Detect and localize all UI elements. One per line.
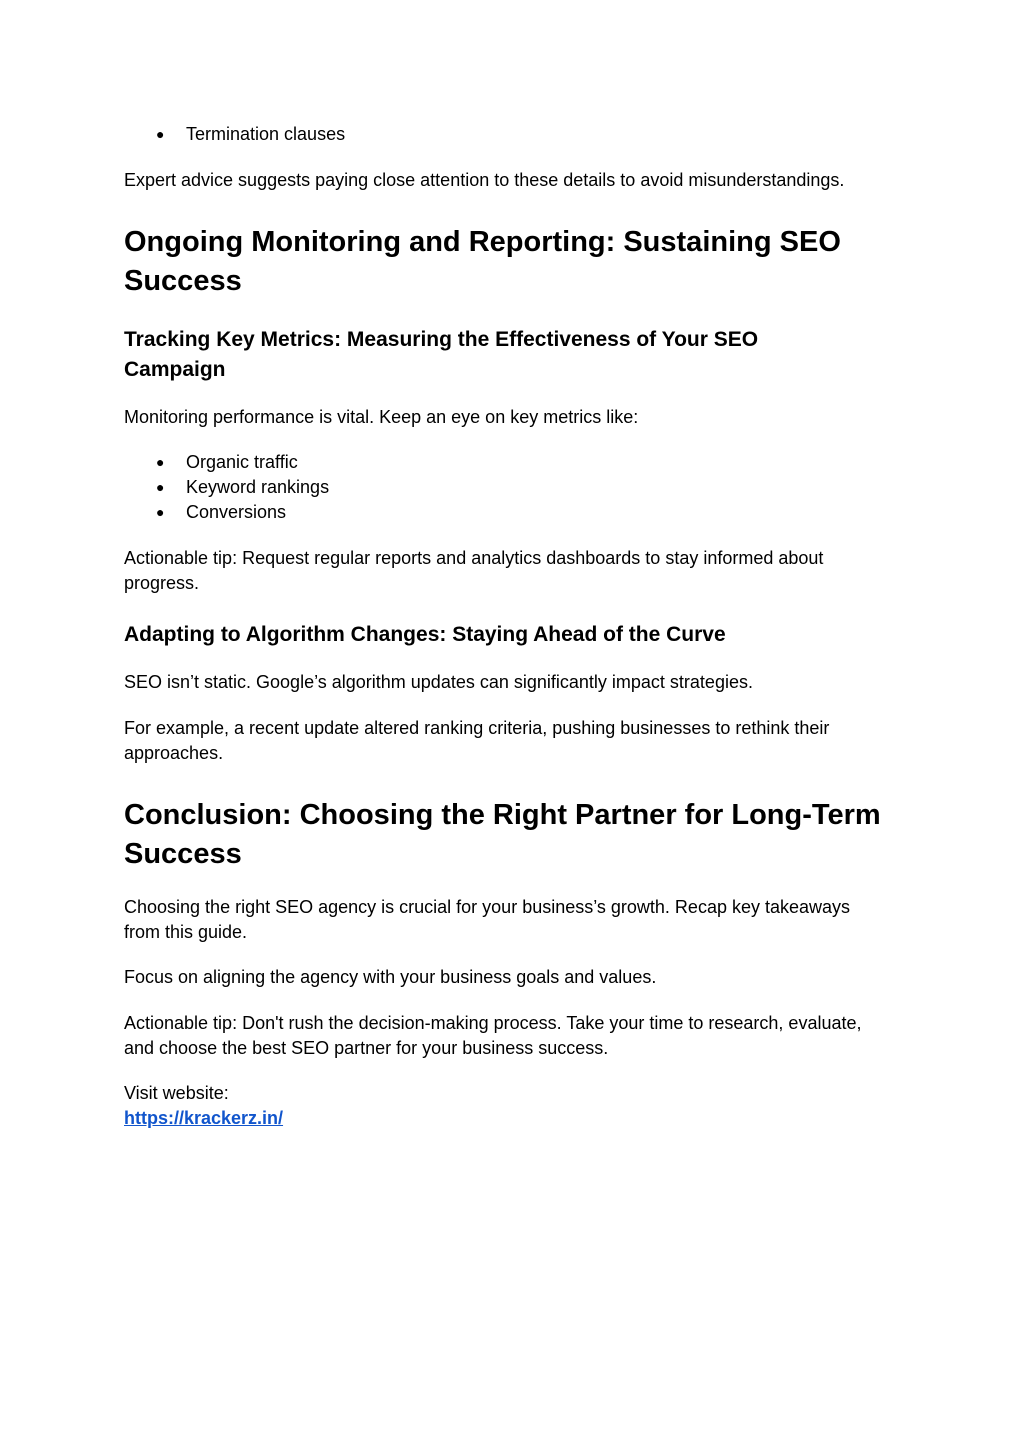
section-heading-line: Success xyxy=(124,265,242,297)
subsection-heading-line: Campaign xyxy=(124,358,226,381)
focus-paragraph: Focus on aligning the agency with your business goals and values. xyxy=(124,967,657,987)
expert-advice-paragraph: Expert advice suggests paying close attention to these details to avoid misunderstandings. xyxy=(124,170,845,190)
bullet-icon: ● xyxy=(156,504,165,520)
conclusion-heading-line: Success xyxy=(124,838,242,870)
bullet-icon: ● xyxy=(156,479,165,495)
example-paragraph-line: approaches. xyxy=(124,743,224,763)
subsection-heading: Adapting to Algorithm Changes: Staying Ahead of the Curve xyxy=(124,623,726,646)
final-tip-paragraph-line: Actionable tip: Don't rush the decision-making process. Take your time to research, evaluate, xyxy=(124,1013,862,1033)
bullet-icon: ● xyxy=(156,454,165,470)
tip-paragraph-line: Actionable tip: Request regular reports and analytics dashboards to stay informed about xyxy=(124,548,824,568)
algorithm-paragraph: SEO isn’t static. Google’s algorithm updates can significantly impact strategies. xyxy=(124,672,753,692)
metrics-intro-paragraph: Monitoring performance is vital. Keep an eye on key metrics like: xyxy=(124,407,639,427)
final-tip-paragraph-line: and choose the best SEO partner for your business success. xyxy=(124,1038,609,1058)
conclusion-paragraph-line: from this guide. xyxy=(124,922,248,942)
conclusion-heading-line: Conclusion: Choosing the Right Partner for Long-Term xyxy=(124,799,881,831)
example-paragraph-line: For example, a recent update altered ranking criteria, pushing businesses to rethink their xyxy=(124,718,830,738)
bullet-icon: ● xyxy=(156,126,165,142)
list-item-text: Conversions xyxy=(186,502,287,522)
conclusion-paragraph-line: Choosing the right SEO agency is crucial for your business’s growth. Recap key takeaways xyxy=(124,897,851,917)
list-item-text: Organic traffic xyxy=(186,452,298,472)
visit-website-label: Visit website: xyxy=(124,1083,229,1103)
list-item-text: Termination clauses xyxy=(186,124,346,144)
section-heading-line: Ongoing Monitoring and Reporting: Sustaining SEO xyxy=(124,226,841,258)
subsection-heading-line: Tracking Key Metrics: Measuring the Effectiveness of Your SEO xyxy=(124,328,759,351)
tip-paragraph-line: progress. xyxy=(124,573,200,593)
website-link[interactable]: https://krackerz.in/ xyxy=(124,1108,284,1128)
list-item-text: Keyword rankings xyxy=(186,477,330,497)
